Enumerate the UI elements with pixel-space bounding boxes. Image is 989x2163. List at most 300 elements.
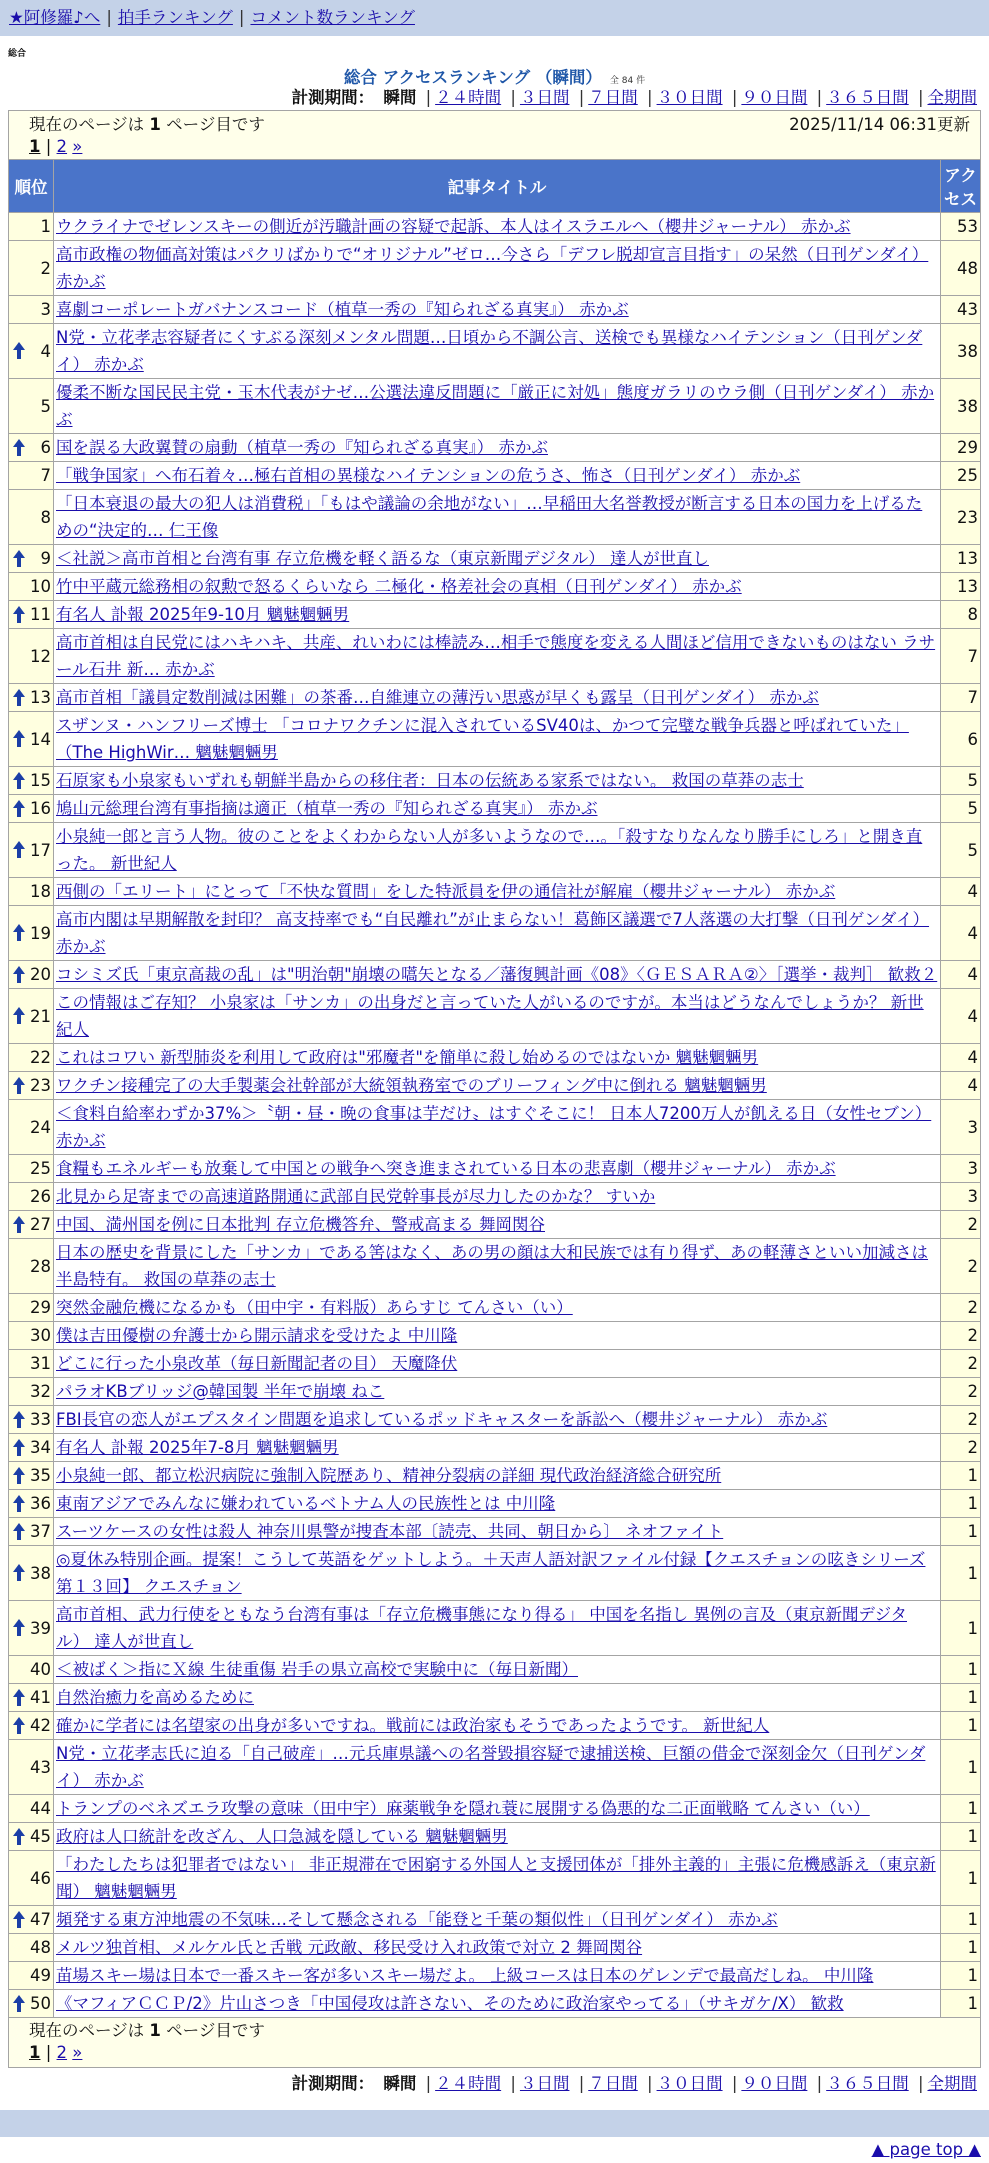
access-count: 2 xyxy=(941,1406,981,1434)
nav-separator: | xyxy=(106,8,112,27)
period-30d-link[interactable]: ３０日間 xyxy=(656,2074,723,2093)
table-row xyxy=(9,462,981,490)
period-separator: | xyxy=(731,2074,738,2093)
total-count: 全 84 件 xyxy=(609,76,646,86)
table-row xyxy=(9,545,981,573)
access-count: 4 xyxy=(941,906,981,961)
table-row xyxy=(9,878,981,906)
title-cell xyxy=(54,1906,941,1934)
title-cell xyxy=(54,490,941,545)
rank-cell xyxy=(9,1546,54,1601)
title-cell xyxy=(54,1656,941,1684)
access-count: 29 xyxy=(941,434,981,462)
rank-number: 44 xyxy=(30,1799,51,1818)
article-title-link[interactable]: スザンヌ・ハンフリーズ博士 「コロナワクチンに混入されているSV40は、かつて完璧な戦争兵器と呼ばれていた」（The HighWir… 魑魅魍魎男 xyxy=(56,716,909,762)
period-separator: | xyxy=(731,88,738,107)
article-title-link[interactable]: 鳩山元総理台湾有事指摘は適正（植草一秀の『知られざる真実』） 赤かぶ xyxy=(56,799,598,818)
table-row xyxy=(9,1183,981,1211)
article-title-link[interactable]: 中国、満州国を例に日本批判 存立危機答弁、警戒高まる 舞岡関谷 xyxy=(56,1215,545,1234)
period-label: 計測期間： xyxy=(291,2074,375,2093)
table-row xyxy=(9,1044,981,1072)
access-count: 1 xyxy=(941,1906,981,1934)
period-24h-link[interactable]: ２４時間 xyxy=(435,88,502,107)
rank-cell xyxy=(9,1434,54,1462)
article-title-link[interactable]: トランプのベネズエラ攻撃の意味（田中宇）麻薬戦争を隠れ蓑に展開する偽悪的な二正面戦略 てんさい（い） xyxy=(56,1799,870,1818)
article-title-link[interactable]: 「わたしたちは犯罪者ではない」 非正規滞在で困窮する外国人と支援団体が「排外主義的」主張に危機感訴え（東京新聞） 魑魅魍魎男 xyxy=(56,1855,936,1901)
period-label: 計測期間： xyxy=(291,88,375,107)
period-all-link[interactable]: 全期間 xyxy=(927,88,977,107)
article-title-link[interactable]: N党・立花孝志容疑者にくすぶる深刻メンタル問題…日頃から不調公言、送検でも異様なハイテンション（日刊ゲンダイ） 赤かぶ xyxy=(56,328,923,374)
rank-number: 47 xyxy=(30,1910,51,1929)
access-count: 38 xyxy=(941,324,981,379)
table-header-row xyxy=(9,160,981,213)
access-count: 4 xyxy=(941,989,981,1044)
article-title-link[interactable]: ＜食料自給率わずか37%＞〝朝・昼・晩の食事は芋だけ〟はすぐそこに！ 日本人7200万人が飢える日（女性セブン） 赤かぶ xyxy=(56,1104,932,1150)
rank-cell xyxy=(9,1990,54,2018)
period-separator: | xyxy=(917,2074,924,2093)
rank-number: 7 xyxy=(40,466,51,485)
nav-separator: | xyxy=(238,8,245,27)
access-count: 1 xyxy=(941,1823,981,1851)
page-1-current: 1 xyxy=(29,2043,41,2062)
article-title-link[interactable]: 日本の歴史を背景にした「サンカ」である筈はなく、あの男の顔は大和民族では有り得ず、あの軽薄さといい加減さは半島特有。 救国の草莽の志士 xyxy=(56,1243,929,1289)
rank-column-header: 順位 xyxy=(9,160,54,213)
table-row xyxy=(9,1962,981,1990)
article-title-link[interactable]: どこに行った小泉改革（毎日新聞記者の目） 天魔降伏 xyxy=(56,1354,458,1373)
table-row xyxy=(9,1518,981,1546)
rank-cell xyxy=(9,1851,54,1906)
access-count: 2 xyxy=(941,1211,981,1239)
page-suffix: ページ目です xyxy=(160,115,265,134)
article-title-link[interactable]: 高市首相、武力行使をともなう台湾有事は「存立危機事態になり得る」 中国を名指し 異例の言及（東京新聞デジタル） 達人が世直し xyxy=(56,1605,907,1651)
page-1-current: 1 xyxy=(29,137,41,156)
page-prefix: 現在のページは xyxy=(29,115,150,134)
bottom-bar xyxy=(0,2110,989,2137)
table-row xyxy=(9,1546,981,1601)
rank-cell xyxy=(9,379,54,434)
period-7d-link[interactable]: ７日間 xyxy=(588,2074,638,2093)
period-90d-link[interactable]: ９０日間 xyxy=(741,88,808,107)
rank-cell xyxy=(9,1211,54,1239)
article-title-link[interactable]: 優柔不断な国民民主党・玉木代表がナゼ…公選法違反問題に「厳正に対処」態度ガラリのウラ側（日刊ゲンダイ） 赤かぶ xyxy=(56,383,935,429)
rank-cell xyxy=(9,1823,54,1851)
access-count: 1 xyxy=(941,1962,981,1990)
rank-number: 15 xyxy=(30,771,51,790)
access-count: 1 xyxy=(941,1851,981,1906)
article-title-link[interactable]: 苗場スキー場は日本で一番スキー客が多いスキー場だよ。 上級コースは日本のゲレンデで最高だしね。 中川隆 xyxy=(56,1966,874,1985)
page-number: 1 xyxy=(149,115,161,134)
rank-cell xyxy=(9,1518,54,1546)
page-2-link[interactable]: 2 xyxy=(56,137,68,156)
access-count: 1 xyxy=(941,1656,981,1684)
article-title-link[interactable]: 有名人 訃報 2025年7-8月 魑魅魍魎男 xyxy=(56,1438,339,1457)
rank-cell xyxy=(9,1962,54,1990)
article-title-link[interactable]: 有名人 訃報 2025年9-10月 魑魅魍魎男 xyxy=(56,605,350,624)
title-column-header: 記事タイトル xyxy=(54,160,941,213)
table-row xyxy=(9,1322,981,1350)
access-count: 23 xyxy=(941,490,981,545)
rank-number: 48 xyxy=(30,1938,51,1957)
title-cell xyxy=(54,878,941,906)
period-separator: | xyxy=(510,2074,516,2093)
table-row xyxy=(9,1684,981,1712)
rank-number: 2 xyxy=(40,258,51,278)
rank-number: 40 xyxy=(30,1660,51,1679)
period-selector-top xyxy=(0,86,989,110)
table-row xyxy=(9,213,981,241)
access-count: 1 xyxy=(941,1934,981,1962)
rank-cell xyxy=(9,1350,54,1378)
table-row xyxy=(9,241,981,296)
table-row xyxy=(9,1406,981,1434)
table-row xyxy=(9,296,981,324)
title-cell xyxy=(54,1462,941,1490)
table-row xyxy=(9,1712,981,1740)
period-current: 瞬間 xyxy=(383,2074,417,2093)
table-row xyxy=(9,1294,981,1322)
title-cell xyxy=(54,241,941,296)
access-count: 4 xyxy=(941,961,981,989)
access-count: 1 xyxy=(941,1462,981,1490)
page-suffix: ページ目です xyxy=(160,2021,265,2040)
rank-number: 35 xyxy=(30,1466,51,1485)
article-title-link[interactable]: 東南アジアでみんなに嫌われているベトナム人の民族性とは 中川隆 xyxy=(56,1494,556,1513)
rank-cell xyxy=(9,462,54,490)
rank-number: 33 xyxy=(30,1410,51,1429)
access-count: 48 xyxy=(941,241,981,296)
table-row xyxy=(9,1851,981,1906)
rank-number: 30 xyxy=(30,1326,51,1345)
title-cell xyxy=(54,1962,941,1990)
table-row xyxy=(9,490,981,545)
access-count: 7 xyxy=(941,684,981,712)
title-cell xyxy=(54,434,941,462)
table-row xyxy=(9,601,981,629)
article-title-link[interactable]: 小泉純一郎と言う人物。彼のことをよくわからない人が多いようなので…。「殺すなりなんなり勝手にしろ」と開き直った。 新世紀人 xyxy=(56,827,923,873)
access-count: 7 xyxy=(941,629,981,684)
rank-number: 23 xyxy=(30,1076,51,1095)
table-row xyxy=(9,1239,981,1294)
rank-cell xyxy=(9,601,54,629)
access-count: 38 xyxy=(941,379,981,434)
access-count: 2 xyxy=(941,1239,981,1294)
table-row xyxy=(9,795,981,823)
title-cell xyxy=(54,795,941,823)
rank-number: 29 xyxy=(30,1298,51,1317)
article-title-link[interactable]: 確かに学者には名望家の出身が多いですね。戦前には政治家もそうであったようです。 新世紀人 xyxy=(56,1716,770,1735)
table-row xyxy=(9,1656,981,1684)
title-cell xyxy=(54,1072,941,1100)
rank-number: 37 xyxy=(30,1522,51,1541)
rank-number: 26 xyxy=(30,1187,51,1206)
title-cell xyxy=(54,296,941,324)
access-count: 2 xyxy=(941,1378,981,1406)
rank-cell xyxy=(9,1183,54,1211)
title-cell xyxy=(54,1546,941,1601)
period-365d-link[interactable]: ３６５日間 xyxy=(826,88,909,107)
rank-cell xyxy=(9,1100,54,1155)
access-count: 5 xyxy=(941,767,981,795)
rank-cell xyxy=(9,1239,54,1294)
pagination-top xyxy=(29,136,968,158)
rank-number: 19 xyxy=(30,923,51,943)
article-title-link[interactable]: 頻発する東方沖地震の不気味…そして懸念される「能登と千葉の類似性」（日刊ゲンダイ） 赤かぶ xyxy=(56,1910,778,1929)
article-title-link[interactable]: 高市首相「議員定数削減は困難」の茶番…自維連立の薄汚い思惑が早くも露呈（日刊ゲンダイ） 赤かぶ xyxy=(56,688,819,707)
article-title-link[interactable]: コシミズ氏「東京高裁の乱」は"明治朝"崩壊の嚆矢となる／藩復興計画《08》〈ＧＥＳＡＲＡ②〉［選挙・裁判］ 歓救２ xyxy=(56,965,938,984)
rank-number: 42 xyxy=(30,1716,51,1735)
table-row xyxy=(9,1740,981,1795)
period-90d-link[interactable]: ９０日間 xyxy=(741,2074,808,2093)
rank-number: 18 xyxy=(30,882,51,901)
current-page-text xyxy=(29,2020,960,2042)
rank-number: 34 xyxy=(30,1438,51,1457)
period-3d-link[interactable]: ３日間 xyxy=(519,88,570,107)
rank-cell xyxy=(9,1072,54,1100)
title-cell xyxy=(54,684,941,712)
rank-number: 5 xyxy=(40,396,51,416)
rank-cell xyxy=(9,1322,54,1350)
rank-cell xyxy=(9,1934,54,1962)
page-top-link[interactable]: ▲ page top ▲ xyxy=(871,2140,981,2159)
rank-number: 50 xyxy=(30,1994,51,2013)
rank-cell xyxy=(9,823,54,878)
rank-cell xyxy=(9,1462,54,1490)
rank-number: 49 xyxy=(30,1966,51,1985)
rank-cell xyxy=(9,961,54,989)
rank-number: 27 xyxy=(30,1215,51,1234)
title-cell xyxy=(54,1155,941,1183)
rank-cell xyxy=(9,906,54,961)
page-2-link[interactable]: 2 xyxy=(56,2043,68,2062)
access-count: 53 xyxy=(941,213,981,241)
ranking-title: 総合 アクセスランキング （瞬間） xyxy=(343,68,602,87)
period-separator: | xyxy=(425,88,432,107)
access-count: 1 xyxy=(941,1601,981,1656)
article-title-link[interactable]: 小泉純一郎、都立松沢病院に強制入院歴あり、精神分裂病の詳細 現代政治経済総合研究所 xyxy=(56,1466,722,1485)
table-row xyxy=(9,379,981,434)
access-count: 1 xyxy=(941,1795,981,1823)
table-row xyxy=(9,1072,981,1100)
access-count: 3 xyxy=(941,1100,981,1155)
rank-number: 8 xyxy=(40,507,51,527)
article-title-link[interactable]: 政府は人口統計を改ざん、人口急減を隠している 魑魅魍魎男 xyxy=(56,1827,508,1846)
rank-cell xyxy=(9,1294,54,1322)
rank-cell xyxy=(9,1656,54,1684)
table-row xyxy=(9,1795,981,1823)
rank-cell xyxy=(9,1378,54,1406)
title-cell xyxy=(54,1823,941,1851)
article-title-link[interactable]: 高市政権の物価高対策はパクリばかりで“オリジナル”ゼロ…今さら「デフレ脱却宣言目指す」の呆然（日刊ゲンダイ） 赤かぶ xyxy=(56,245,929,291)
next-page-link[interactable]: » xyxy=(72,2043,83,2062)
access-count: 1 xyxy=(941,1546,981,1601)
table-row xyxy=(9,767,981,795)
title-cell xyxy=(54,1851,941,1906)
clap-ranking-link[interactable]: 拍手ランキング xyxy=(117,8,233,27)
period-3d-link[interactable]: ３日間 xyxy=(519,2074,570,2093)
title-cell xyxy=(54,1294,941,1322)
title-cell xyxy=(54,462,941,490)
access-count: 2 xyxy=(941,1350,981,1378)
period-separator: | xyxy=(578,88,585,107)
title-cell xyxy=(54,1990,941,2018)
table-row xyxy=(9,961,981,989)
title-cell xyxy=(54,545,941,573)
next-page-link[interactable]: » xyxy=(72,137,83,156)
rank-cell xyxy=(9,1740,54,1795)
title-cell xyxy=(54,1044,941,1072)
article-title-link[interactable]: 僕は吉田優樹の弁護士から開示請求を受けたよ 中川隆 xyxy=(56,1326,458,1345)
rank-number: 16 xyxy=(30,799,51,818)
page-title xyxy=(0,64,989,86)
rank-number: 3 xyxy=(40,300,51,319)
access-count: 3 xyxy=(941,1183,981,1211)
article-title-link[interactable]: 北見から足寄までの高速道路開通に武部自民党幹事長が尽力したのかな？ すいか xyxy=(56,1187,656,1206)
title-cell xyxy=(54,324,941,379)
rank-cell xyxy=(9,684,54,712)
article-title-link[interactable]: 高市内閣は早期解散を封印？ 高支持率でも“自民離れ”が止まらない！葛飾区議選で7人落選の大打撃（日刊ゲンダイ） 赤かぶ xyxy=(56,910,930,956)
table-row xyxy=(9,1990,981,2018)
article-title-link[interactable]: 食糧もエネルギーも放棄して中国との戦争へ突き進まされている日本の悲喜劇（櫻井ジャーナル） 赤かぶ xyxy=(56,1159,836,1178)
rank-number: 28 xyxy=(30,1256,51,1276)
title-cell xyxy=(54,1518,941,1546)
rank-cell xyxy=(9,1906,54,1934)
rank-cell xyxy=(9,490,54,545)
access-count: 1 xyxy=(941,1990,981,2018)
comment-ranking-link[interactable]: コメント数ランキング xyxy=(250,8,415,27)
title-cell xyxy=(54,1490,941,1518)
title-cell xyxy=(54,1406,941,1434)
table-row xyxy=(9,1934,981,1962)
article-title-link[interactable]: 「戦争国家」へ布石着々…極右首相の異様なハイテンションの危うさ、怖さ（日刊ゲンダイ） 赤かぶ xyxy=(56,466,801,485)
pager-separator: | xyxy=(45,2043,52,2062)
title-cell xyxy=(54,1795,941,1823)
table-row xyxy=(9,1490,981,1518)
period-7d-link[interactable]: ７日間 xyxy=(588,88,638,107)
access-count: 5 xyxy=(941,795,981,823)
article-title-link[interactable]: これはコワい 新型肺炎を利用して政府は"邪魔者"を簡単に殺し始めるのではないか 魑魅魍魎男 xyxy=(56,1048,759,1067)
article-title-link[interactable]: 《マフィアＣＣＰ/2》片山さつき「中国侵攻は許さない、そのために政治家やってる」（サキガケ/X） 歓救 xyxy=(56,1994,844,2013)
table-row xyxy=(9,712,981,767)
article-title-link[interactable]: ◎夏休み特別企画。提案！こうして英語をゲットしよう。＋天声人語対訳ファイル付録【クエスチョンの呟きシリーズ第１３回】 クエスチョン xyxy=(56,1550,926,1596)
period-365d-link[interactable]: ３６５日間 xyxy=(826,2074,909,2093)
article-title-link[interactable]: 自然治癒力を高めるために xyxy=(56,1688,254,1707)
pagination-bottom xyxy=(29,2042,960,2064)
article-title-link[interactable]: FBI長官の恋人がエプスタイン問題を追求しているポッドキャスターを訴訟へ（櫻井ジャーナル） 赤かぶ xyxy=(56,1410,828,1429)
article-title-link[interactable]: ワクチン接種完了の大手製薬会社幹部が大統領執務室でのブリーフィング中に倒れる 魑魅魍魎男 xyxy=(56,1076,767,1095)
rank-number: 4 xyxy=(40,341,51,361)
access-count: 25 xyxy=(941,462,981,490)
top-nav-bar xyxy=(0,0,989,36)
rank-number: 39 xyxy=(30,1618,51,1638)
rank-cell xyxy=(9,545,54,573)
article-title-link[interactable]: 喜劇コーポレートガバナンスコード（植草一秀の『知られざる真実』） 赤かぶ xyxy=(56,300,629,319)
rank-number: 20 xyxy=(30,965,51,984)
article-title-link[interactable]: N党・立花孝志氏に迫る「自己破産」…元兵庫県議への名誉毀損容疑で逮捕送検、巨額の借金で深刻金欠（日刊ゲンダイ） 赤かぶ xyxy=(56,1744,926,1790)
rank-number: 24 xyxy=(30,1117,51,1137)
rank-cell xyxy=(9,989,54,1044)
table-row xyxy=(9,823,981,878)
rank-cell xyxy=(9,434,54,462)
article-title-link[interactable]: スーツケースの女性は殺人 神奈川県警が捜査本部〔読売、共同、朝日から〕 ネオファイト xyxy=(56,1522,724,1541)
rank-cell xyxy=(9,1044,54,1072)
table-row xyxy=(9,989,981,1044)
rank-number: 12 xyxy=(30,646,51,666)
period-selector-bottom xyxy=(0,2072,989,2096)
updated-timestamp: 2025/11/14 06:31更新 xyxy=(789,115,970,134)
period-30d-link[interactable]: ３０日間 xyxy=(656,88,723,107)
access-count: 4 xyxy=(941,1044,981,1072)
period-separator: | xyxy=(578,2074,585,2093)
article-title-link[interactable]: パラオKBブリッジ@韓国製 半年で崩壊 ねこ xyxy=(56,1382,385,1401)
article-title-link[interactable]: 西側の「エリート」にとって「不快な質問」をした特派員を伊の通信社が解雇（櫻井ジャーナル） 赤かぶ xyxy=(56,882,836,901)
title-cell xyxy=(54,1322,941,1350)
access-count: 13 xyxy=(941,545,981,573)
article-title-link[interactable]: ＜被ばく＞指にＸ線 生徒重傷 岩手の県立高校で実験中に（毎日新聞） xyxy=(56,1660,578,1679)
access-count: 1 xyxy=(941,1712,981,1740)
page-prefix: 現在のページは xyxy=(29,2021,150,2040)
access-count: 4 xyxy=(941,1072,981,1100)
period-current: 瞬間 xyxy=(383,88,417,107)
period-24h-link[interactable]: ２４時間 xyxy=(435,2074,502,2093)
table-row xyxy=(9,434,981,462)
rank-number: 45 xyxy=(30,1827,51,1846)
title-cell xyxy=(54,906,941,961)
rank-number: 6 xyxy=(40,438,51,457)
article-title-link[interactable]: ウクライナでゼレンスキーの側近が汚職計画の容疑で起訴、本人はイスラエルへ（櫻井ジャーナル） 赤かぶ xyxy=(56,217,851,236)
rank-cell xyxy=(9,296,54,324)
period-all-link[interactable]: 全期間 xyxy=(927,2074,977,2093)
table-row xyxy=(9,906,981,961)
article-title-link[interactable]: 「日本衰退の最大の犯人は消費税」「もはや議論の余地がない」…早稲田大名誉教授が断言する日本の国力を上げるための“決定的… 仁王像 xyxy=(56,494,923,540)
article-title-link[interactable]: この情報はご存知？ 小泉家は「サンカ」の出身だと言っていた人がいるのですが。本当はどうなんでしょうか？ 新世紀人 xyxy=(56,993,924,1039)
access-count: 3 xyxy=(941,1155,981,1183)
access-count: 2 xyxy=(941,1322,981,1350)
title-cell xyxy=(54,573,941,601)
title-cell xyxy=(54,629,941,684)
home-link[interactable]: ★阿修羅♪へ xyxy=(9,8,101,27)
table-row xyxy=(9,684,981,712)
access-count: 1 xyxy=(941,1518,981,1546)
table-row xyxy=(9,1155,981,1183)
article-title-link[interactable]: 国を誤る大政翼賛の扇動（植草一秀の『知られざる真実』） 赤かぶ xyxy=(56,438,548,457)
title-cell xyxy=(54,379,941,434)
title-cell xyxy=(54,823,941,878)
title-cell xyxy=(54,989,941,1044)
rank-cell xyxy=(9,1795,54,1823)
article-title-link[interactable]: 竹中平蔵元総務相の叙勲で怒るくらいなら 二極化・格差社会の真相（日刊ゲンダイ） 赤かぶ xyxy=(56,577,742,596)
article-title-link[interactable]: 突然金融危機になるかも（田中宇・有料版）あらすじ てんさい（い） xyxy=(56,1298,573,1317)
rank-number: 25 xyxy=(30,1159,51,1178)
section-label: 総合 xyxy=(8,49,27,59)
rank-number: 21 xyxy=(30,1006,51,1026)
article-title-link[interactable]: メルツ独首相、メルケル氏と舌戦 元政敵、移民受け入れ政策で対立 2 舞岡関谷 xyxy=(56,1938,643,1957)
article-title-link[interactable]: 石原家も小泉家もいずれも朝鮮半島からの移住者：日本の伝統ある家系ではない。 救国の草莽の志士 xyxy=(56,771,804,790)
rank-cell xyxy=(9,1684,54,1712)
table-row xyxy=(9,1906,981,1934)
access-count: 1 xyxy=(941,1684,981,1712)
rank-cell xyxy=(9,878,54,906)
table-row xyxy=(9,1601,981,1656)
article-title-link[interactable]: 高市首相は自民党にはハキハキ、共産、れいわには棒読み…相手で態度を変える人間ほど信用できないものはない ラサール石井 新… 赤かぶ xyxy=(56,633,936,679)
title-cell xyxy=(54,213,941,241)
rank-cell xyxy=(9,573,54,601)
title-cell xyxy=(54,1601,941,1656)
rank-number: 31 xyxy=(30,1354,51,1373)
table-row xyxy=(9,1350,981,1378)
title-cell xyxy=(54,1183,941,1211)
article-title-link[interactable]: ＜社説＞高市首相と台湾有事 存立危機を軽く語るな（東京新聞デジタル） 達人が世直し xyxy=(56,549,709,568)
rank-cell xyxy=(9,767,54,795)
